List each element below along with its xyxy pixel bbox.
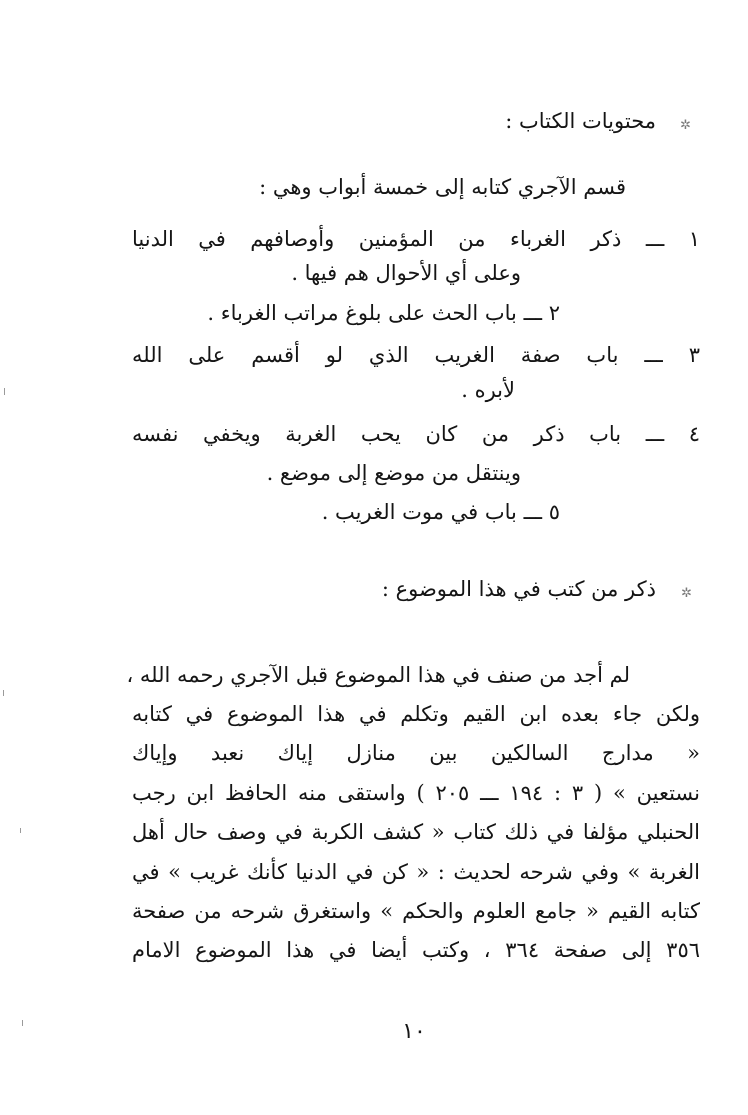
paragraph-line-3: « مدارج السالكين بين منازل إياك نعبد وإياك [132,741,700,765]
list-item-4-line-1: ٤ ـــ باب ذكر من كان يحب الغربة ويخفي نفسه [132,422,700,446]
asterisk-icon: ✲ [680,118,691,133]
list-item-1-line-2: وعلى أي الأحوال هم فيها . [291,261,521,285]
scan-speck [4,388,5,395]
paragraph-line-2: ولكن جاء بعده ابن القيم وتكلم في هذا الموضوع في كتابه [132,702,700,726]
asterisk-icon: ✲ [681,586,692,601]
contents-heading: محتويات الكتاب : [505,109,656,133]
paragraph-line-5: الحنبلي مؤلفا في ذلك كتاب « كشف الكربة في وصف حال أهل [132,820,700,844]
scan-speck [22,1020,23,1026]
authors-heading: ذكر من كتب في هذا الموضوع : [381,577,656,601]
paragraph-line-1: لم أجد من صنف في هذا الموضوع قبل الآجري رحمه الله ، [126,663,630,687]
paragraph-line-4: نستعين » ( ٣ : ١٩٤ ـــ ٢٠٥ ) واستقى منه الحافظ ابن رجب [132,781,700,805]
scan-speck [3,690,4,696]
contents-intro: قسم الآجري كتابه إلى خمسة أبواب وهي : [259,175,626,199]
scan-speck [20,828,21,833]
paragraph-line-6: الغربة » وفي شرحه لحديث : « كن في الدنيا كأنك غريب » في [132,860,700,884]
list-item-4-line-2: وينتقل من موضع إلى موضع . [266,461,521,485]
list-item-5: ٥ ـــ باب في موت الغريب . [321,500,560,524]
page-number: ١٠ [402,1019,426,1044]
list-item-1-line-1: ١ ـــ ذكر الغرباء من المؤمنين وأوصافهم في الدنيا [132,227,700,251]
list-item-3-line-1: ٣ ـــ باب صفة الغريب الذي لو أقسم على الله [132,343,700,367]
list-item-2: ٢ ـــ باب الحث على بلوغ مراتب الغرباء . [207,301,560,325]
list-item-3-line-2: لأبره . [461,378,515,402]
paragraph-line-7: كتابه القيم « جامع العلوم والحكم » واستغرق شرحه من صفحة [132,899,700,923]
paragraph-line-8: ٣٥٦ إلى صفحة ٣٦٤ ، وكتب أيضا في هذا الموضوع الامام [132,938,701,962]
